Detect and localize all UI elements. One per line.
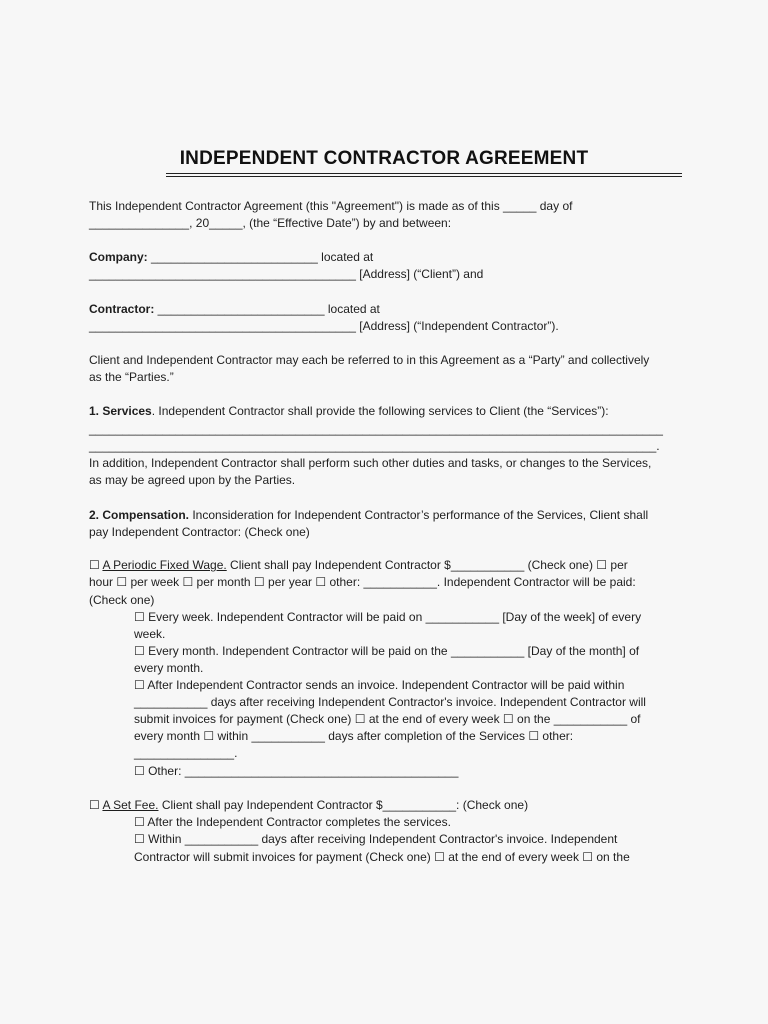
services-line-3: In addition, Independent Contractor shall perform such other duties and tasks, or changes to the Services, xyxy=(89,456,652,470)
setfee-text: Client shall pay Independent Contractor $___________: (Check one) xyxy=(158,798,529,812)
setfee-line-1 xyxy=(89,798,528,813)
compensation-heading: 2. Compensation. xyxy=(89,508,190,522)
contractor-line-2: ________________________________________ [Address] (“Independent Contractor”). xyxy=(89,319,559,333)
periodic-label: A Periodic Fixed Wage. xyxy=(102,558,227,572)
contractor-label: Contractor: xyxy=(89,302,155,316)
setfee-label: A Set Fee. xyxy=(102,798,159,812)
intro-line-1: This Independent Contractor Agreement (this "Agreement") is made as of this _____ day of xyxy=(89,199,573,213)
company-label: Company: xyxy=(89,250,148,264)
periodic-option-monthly-1: ☐ Every month. Independent Contractor will be paid on the ___________ [Day of the month] of xyxy=(134,644,640,658)
parties-line-1: Client and Independent Contractor may each be referred to in this Agreement as a “Party” and collectively xyxy=(89,353,650,367)
services-blank-2: _____________________________________________________________________________________. xyxy=(89,439,660,453)
periodic-line-2: hour ☐ per week ☐ per month ☐ per year ☐ other: ___________. Independent Contractor will be paid: xyxy=(89,575,636,589)
periodic-option-invoice-2: ___________ days after receiving Independent Contractor's invoice. Independent Contractor will xyxy=(134,695,646,709)
company-line-1 xyxy=(89,250,373,265)
periodic-checkbox[interactable]: ☐ xyxy=(89,558,103,572)
services-line-4: as may be agreed upon by the Parties. xyxy=(89,473,296,487)
setfee-option-invoice-1: ☐ Within ___________ days after receiving Independent Contractor's invoice. Independent xyxy=(134,832,618,846)
compensation-text: Inconsideration for Independent Contractor’s performance of the Services, Client shall xyxy=(189,508,649,522)
services-text: . Independent Contractor shall provide the following services to Client (the “Services”): xyxy=(151,404,609,418)
company-name-blank: _________________________ located at xyxy=(147,250,374,264)
compensation-line-1 xyxy=(89,508,648,523)
services-blank-1: ______________________________________________________________________________________ xyxy=(89,422,663,436)
title-rule-bottom xyxy=(166,176,682,177)
contractor-name-blank: _________________________ located at xyxy=(154,302,380,316)
periodic-option-invoice-3: submit invoices for payment (Check one) ☐ at the end of every week ☐ on the ___________ of xyxy=(134,712,641,726)
periodic-line-3: (Check one) xyxy=(89,593,155,607)
intro-line-2: _______________, 20_____, (the “Effective Date”) by and between: xyxy=(89,216,452,230)
periodic-option-other: ☐ Other: _________________________________________ xyxy=(134,764,459,778)
contractor-line-1 xyxy=(89,302,380,317)
setfee-checkbox[interactable]: ☐ xyxy=(89,798,103,812)
compensation-line-2: pay Independent Contractor: (Check one) xyxy=(89,525,310,539)
periodic-text: Client shall pay Independent Contractor $___________ (Check one) ☐ per xyxy=(226,558,628,572)
services-heading: 1. Services xyxy=(89,404,152,418)
setfee-option-invoice-2: Contractor will submit invoices for payment (Check one) ☐ at the end of every week ☐ on the xyxy=(134,850,630,864)
title-rule-top xyxy=(166,173,682,174)
setfee-option-completion: ☐ After the Independent Contractor completes the services. xyxy=(134,815,451,829)
periodic-option-invoice-5: _______________. xyxy=(134,746,238,760)
periodic-option-monthly-2: every month. xyxy=(134,661,204,675)
periodic-line-1 xyxy=(89,558,628,573)
document-title: INDEPENDENT CONTRACTOR AGREEMENT xyxy=(179,148,589,169)
company-line-2: ________________________________________ [Address] (“Client”) and xyxy=(89,267,484,281)
periodic-option-weekly-1: ☐ Every week. Independent Contractor will be paid on ___________ [Day of the week] of every xyxy=(134,610,642,624)
periodic-option-invoice-4: every month ☐ within ___________ days after completion of the Services ☐ other: xyxy=(134,729,574,743)
periodic-option-weekly-2: week. xyxy=(134,627,166,641)
periodic-option-invoice-1: ☐ After Independent Contractor sends an invoice. Independent Contractor will be paid within xyxy=(134,678,625,692)
services-line-1 xyxy=(89,404,609,419)
parties-line-2: as the “Parties.” xyxy=(89,370,174,384)
